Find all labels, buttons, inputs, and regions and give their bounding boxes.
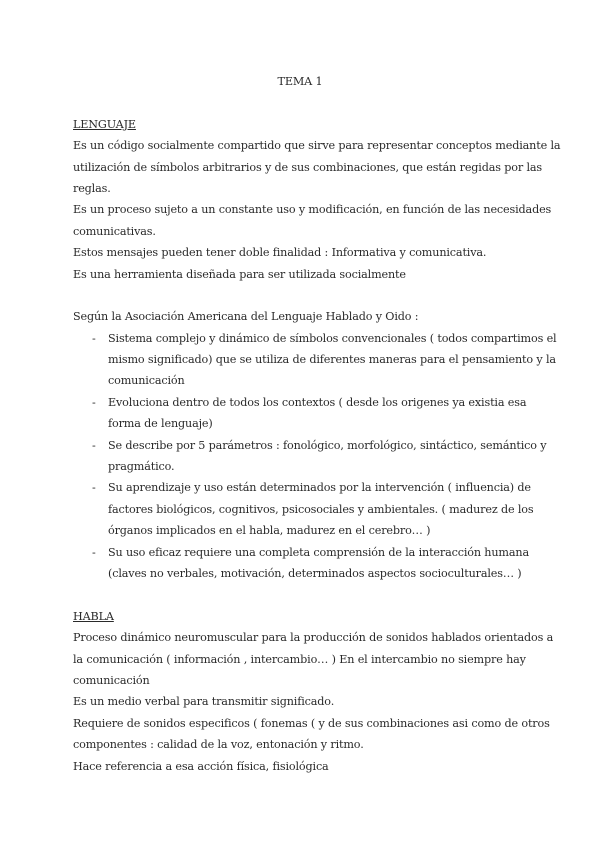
list-item: [0, 542, 600, 585]
text-line: órganos implicados en el habla, madurez en el cerebro… ): [108, 524, 431, 538]
text-line: (claves no verbales, motivación, determinados aspectos socioculturales… ): [108, 566, 522, 580]
bullet-dash: -: [92, 395, 96, 409]
text-line: Proceso dinámico neuromuscular para la producción de sonidos hablados orientados a: [73, 631, 554, 645]
list-item: [0, 435, 600, 478]
list-item: [0, 477, 600, 541]
text-line: [0, 435, 600, 456]
text-line: [0, 392, 600, 413]
text-line: Estos mensajes pueden tener doble finalidad : Informativa y comunicativa.: [73, 246, 487, 260]
text-line: mismo significado) que se utiliza de diferentes maneras para el pensamiento y la: [108, 353, 556, 367]
bullet-dash: -: [92, 545, 96, 559]
bullet-dash: -: [92, 438, 96, 452]
bullet-text: Su uso eficaz requiere una completa comprensión de la interacción humana: [108, 545, 529, 559]
bullet-text: Se describe por 5 parámetros : fonológico, morfológico, sintáctico, semántico y: [108, 438, 547, 452]
text-line: Es una herramienta diseñada para ser utilizada socialmente: [73, 267, 406, 281]
bullet-text: Evoluciona dentro de todos los contextos ( desde los origenes ya existia esa: [108, 395, 527, 409]
text-line: comunicación: [108, 374, 185, 388]
text-line: comunicación: [73, 673, 150, 687]
bullet-list: [0, 328, 600, 585]
text-line: Hace referencia a esa acción física, fisiológica: [73, 759, 329, 773]
list-item: [0, 328, 600, 392]
section-heading-habla: [0, 606, 600, 627]
text-line: factores biológicos, cognitivos, psicosociales y ambientales. ( madurez de los: [108, 502, 534, 516]
text-line: Es un código socialmente compartido que sirve para representar conceptos mediante la: [73, 139, 561, 153]
document-page: [0, 71, 600, 777]
bullet-dash: -: [92, 481, 96, 495]
bullet-dash: -: [92, 331, 96, 345]
text-line: [0, 328, 600, 349]
text-line: reglas.: [73, 181, 111, 195]
section-heading-lenguaje: [0, 114, 600, 135]
text-line: utilización de símbolos arbitrarios y de sus combinaciones, que están regidas por las: [73, 160, 542, 174]
text-line: forma de lenguaje): [108, 417, 213, 431]
bullet-text: Su aprendizaje y uso están determinados por la intervención ( influencia) de: [108, 481, 531, 495]
spacer: [0, 285, 600, 306]
heading-text: LENGUAJE: [73, 117, 136, 131]
heading-text: HABLA: [73, 609, 114, 623]
bullet-text: Sistema complejo y dinámico de símbolos convencionales ( todos compartimos el: [108, 331, 557, 345]
text-line: Requiere de sonidos especificos ( fonemas ( y de sus combinaciones asi como de otros: [73, 716, 550, 730]
text-line: [0, 477, 600, 498]
asociacion-intro: Según la Asociación Americana del Lenguaje Hablado y Oido :: [73, 310, 419, 324]
habla-paragraph: [0, 627, 600, 777]
text-line: la comunicación ( información , intercambio… ) En el intercambio no siempre hay: [73, 652, 526, 666]
document-title: TEMA 1: [277, 75, 323, 88]
text-line: componentes : calidad de la voz, entonación y ritmo.: [73, 738, 364, 752]
spacer: [0, 92, 600, 113]
text-line: Es un medio verbal para transmitir significado.: [73, 695, 335, 709]
text-line: [0, 542, 600, 563]
list-item: [0, 392, 600, 435]
text-line: pragmático.: [108, 460, 175, 474]
lenguaje-paragraph: [0, 135, 600, 285]
text-line: Es un proceso sujeto a un constante uso y modificación, en función de las necesidades: [73, 203, 552, 217]
spacer: [0, 584, 600, 605]
text-line: comunicativas.: [73, 224, 156, 238]
